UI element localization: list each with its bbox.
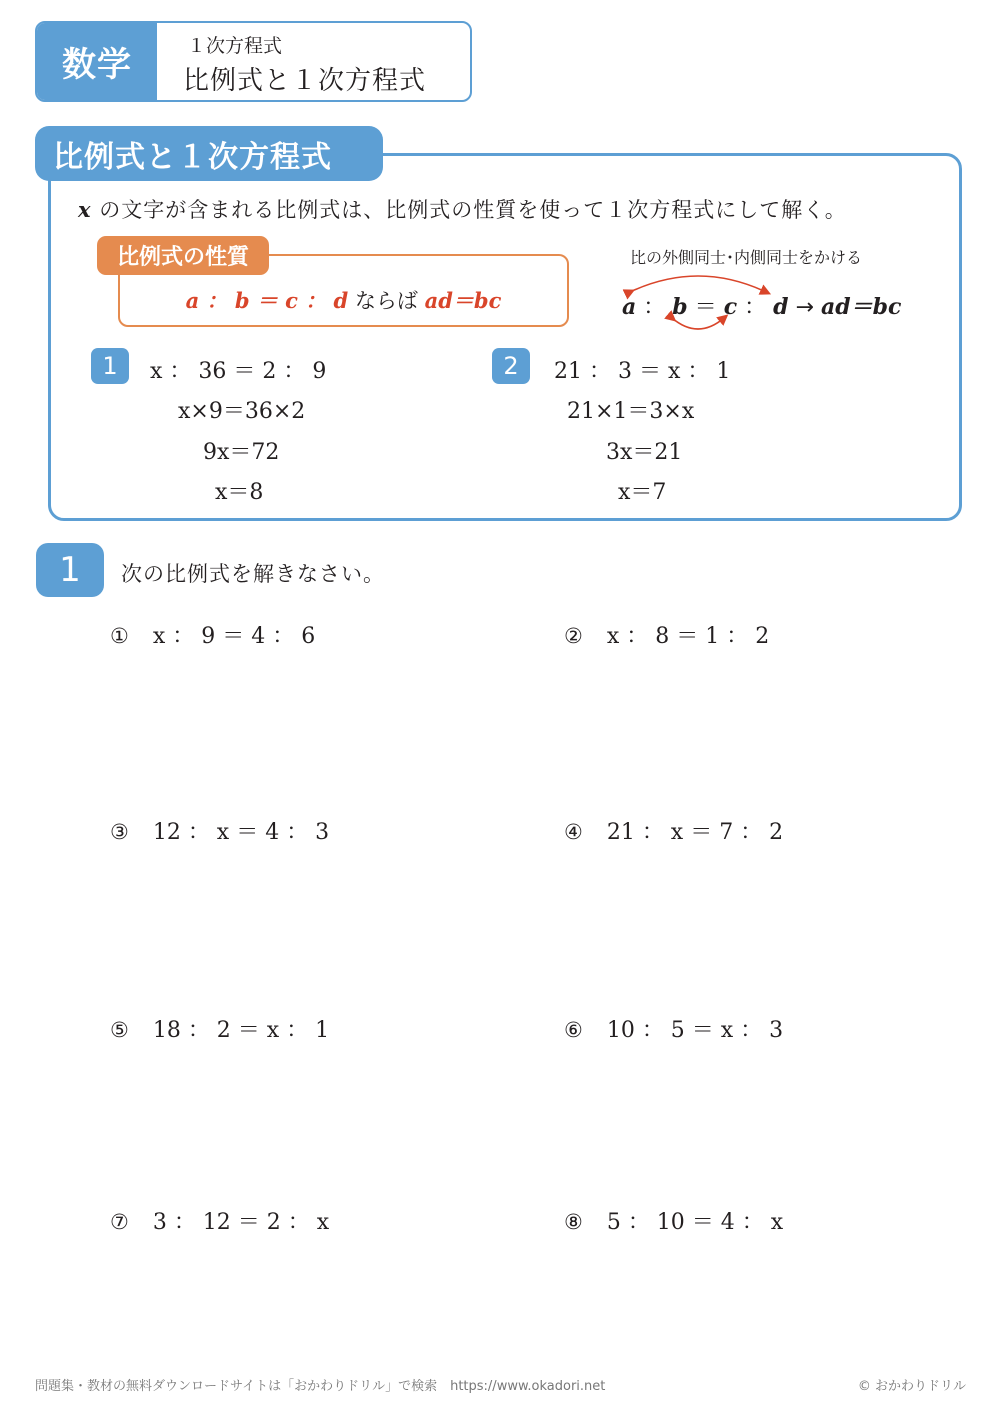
property-rhs: ad＝bc (424, 288, 502, 313)
problem-number: ① (110, 624, 129, 648)
problem-expression: 5 ： 10 ＝ 4 ： x (606, 1210, 784, 1235)
problem-number: ④ (564, 820, 583, 844)
intro-variable: x (78, 197, 92, 222)
problem-number: ⑧ (564, 1210, 583, 1234)
diagram-arrow: → (795, 295, 814, 320)
property-formula (118, 285, 569, 315)
example-2-badge: 2 (492, 348, 530, 384)
diagram-equals: ＝ (694, 295, 717, 320)
diagram-c: c (723, 294, 738, 320)
diagram-formula (622, 290, 901, 321)
problem-expression: 3 ： 12 ＝ 2 ： x (152, 1210, 330, 1235)
problem-expression: 18 ： 2 ＝ x ： 1 (152, 1018, 330, 1043)
diagram-note: 比の外側同士･内側同士をかける (630, 248, 863, 267)
diagram-d: d (773, 294, 789, 320)
question-badge: 1 (36, 543, 104, 597)
problem-number: ③ (110, 820, 129, 844)
problem-8 (564, 1205, 783, 1236)
intro-sentence: の文字が含まれる比例式は、比例式の性質を使って１次方程式にして解く。 (99, 198, 847, 222)
diagram-result: ad＝bc (820, 294, 902, 320)
page-title: 比例式と１次方程式 (183, 66, 427, 96)
property-label: 比例式の性質 (97, 236, 269, 275)
example-1-badge: 1 (91, 348, 129, 384)
subject-label: 数学 (37, 23, 157, 100)
footer-copyright: © おかわりドリル (857, 1379, 966, 1394)
diagram-colon-1: ： (643, 295, 666, 320)
problem-5 (110, 1013, 329, 1044)
problem-expression: x ： 8 ＝ 1 ： 2 (606, 624, 770, 649)
example-1-line-1: x ： 36 ＝ 2 ： 9 (150, 359, 327, 384)
example-2-line-2: 21×1＝3×x (567, 399, 695, 424)
problem-3 (110, 815, 329, 846)
problem-4 (564, 815, 783, 846)
problem-expression: 21 ： x ＝ 7 ： 2 (606, 820, 784, 845)
problem-expression: x ： 9 ＝ 4 ： 6 (152, 624, 316, 649)
example-2-line-4: x＝7 (618, 480, 667, 505)
footer-credit: 問題集・教材の無料ダウンロードサイトは「おかわりドリル」で検索 https://www.okadori.net (35, 1379, 606, 1394)
problem-number: ② (564, 624, 583, 648)
property-lhs: a ： b ＝ c ： d (185, 288, 349, 313)
explanation-heading: 比例式と１次方程式 (35, 126, 383, 181)
problem-7 (110, 1205, 329, 1236)
header-box (35, 21, 472, 102)
example-1-line-4: x＝8 (215, 480, 264, 505)
problem-expression: 12 ： x ＝ 4 ： 3 (152, 820, 330, 845)
problem-6 (564, 1013, 783, 1044)
diagram-colon-2: ： (744, 295, 767, 320)
unit-label: １次方程式 (187, 35, 283, 57)
example-2-line-3: 3x＝21 (606, 440, 683, 465)
diagram-b: b (672, 294, 688, 320)
example-1-line-2: x×9＝36×2 (178, 399, 306, 424)
problem-number: ⑦ (110, 1210, 129, 1234)
question-instruction: 次の比例式を解きなさい。 (121, 562, 385, 586)
diagram-a: a (622, 294, 637, 320)
problem-number: ⑤ (110, 1018, 129, 1042)
problem-number: ⑥ (564, 1018, 583, 1042)
intro-text (78, 194, 847, 224)
problem-1 (110, 619, 315, 650)
problem-expression: 10 ： 5 ＝ x ： 3 (606, 1018, 784, 1043)
property-connector: ならば (354, 289, 418, 313)
example-2-line-1: 21 ： 3 ＝ x ： 1 (554, 359, 731, 384)
example-1-line-3: 9x＝72 (203, 440, 280, 465)
problem-2 (564, 619, 769, 650)
